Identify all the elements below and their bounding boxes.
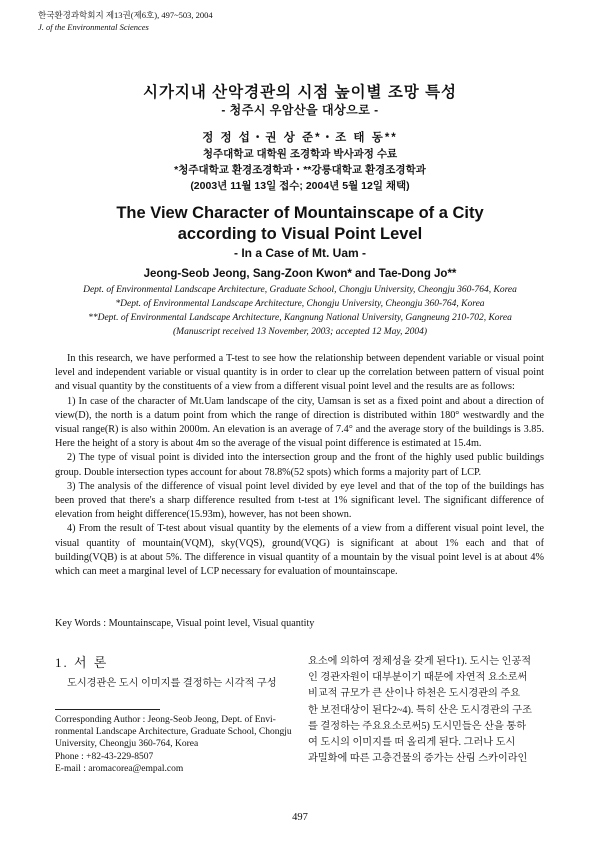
footnote-line: ronmental Landscape Architecture, Graduate School, Chongju: [55, 727, 292, 738]
journal-name-english: J. of the Environmental Sciences: [38, 22, 149, 32]
journal-name-korean: 한국환경과학회지 제13권(제6호), 497~503, 2004: [38, 10, 213, 20]
page-number: 497: [292, 812, 308, 823]
body-line: 한 보전대상이 된다2~4). 특히 산은 도시경관의 구조: [308, 704, 532, 716]
korean-received-date: (2003년 11월 13일 접수; 2004년 5월 12일 채택): [190, 180, 410, 192]
right-column: [308, 654, 546, 767]
korean-affiliation-2: *청주대학교 환경조경학과・**강릉대학교 환경조경학과: [174, 164, 426, 176]
body-line: 과밀화에 따른 고층건물의 증가는 산림 스카이라인: [308, 753, 528, 765]
body-line: 비교적 규모가 큰 산이나 하천은 도시경관의 주요: [308, 688, 521, 700]
abstract-point-2: 2) The type of visual point is divided into the intersection group and the front of the highly used public buildings group. Double intersection types account for about 78.8%(52 spots) which forms a majority part of LCP.: [55, 452, 544, 478]
abstract-intro: In this research, we have performed a T-test to see how the relationship between dependent variable or visual point level and independent variable or visual quantity is in order to clear up the correlation between pattern of visual point and visual quantity by the constituents of a view from a different visual point level and the results are as follows:: [55, 353, 544, 393]
korean-subtitle: - 청주시 우암산을 대상으로 -: [221, 103, 379, 117]
english-authors: Jeong-Seob Jeong, Sang-Zoon Kwon* and Tae-Dong Jo**: [143, 268, 457, 280]
body-line: 를 결정하는 주요요소로써5) 도시민들은 산을 통하: [308, 720, 527, 732]
english-title-line-2: according to Visual Point Level: [177, 225, 423, 243]
footnote-line: Corresponding Author : Jeong-Seob Jeong, Dept. of Envi-: [55, 715, 276, 725]
english-affiliation-1: Dept. of Environmental Landscape Architecture, Graduate School, Chongju University, Cheongju 360-764, Korea: [83, 285, 517, 295]
korean-title: 시가지내 산악경관의 시점 높이별 조망 특성: [142, 84, 458, 101]
footnote-email: E-mail : aromacorea@empal.com: [55, 763, 184, 774]
keywords: Key Words : Mountainscape, Visual point level, Visual quantity: [55, 618, 315, 629]
section-heading-introduction: 1. 서 론: [55, 655, 109, 670]
english-title-line-1: The View Character of Mountainscape of a City: [116, 204, 484, 222]
footnote-line: University, Cheongju 360-764, Korea: [55, 739, 199, 750]
english-affiliation-2: *Dept. of Environmental Landscape Architecture, Chongju University, Cheongju 360-764, Korea: [115, 299, 485, 309]
english-affiliation-3: **Dept. of Environmental Landscape Architecture, Kangnung National University, Gangneung 210-702, Korea: [88, 313, 512, 323]
english-subtitle: - In a Case of Mt. Uam -: [233, 246, 367, 260]
abstract-point-3: 3) The analysis of the difference of visual point level divided by eye level and that of the top of the buildings has been proved that there's a sharp difference resulted from t-test at 1% significant level. The significant difference of elevation from height difference(15.93m), however, has not been shown.: [55, 480, 544, 521]
abstract-point-1: 1) In case of the character of Mt.Uam landscape of the city, Uamsan is set as a fixed point and about a direction of view(D), the north is a datum point from which the range of direction is distributed within 180° westwardly and the visual range(R) is also within 2000m. An elevation is an average of 7.4° and the average story of the buildings is 3.85. Here the height of a story is about 4m so the average of the visual point difference is estimated at 15.4m.: [55, 395, 544, 450]
abstract-point-4: 4) From the result of T-test about visual quantity by the elements of a view from a different visual point level, the visual quantity of mountain(VQM), sky(VQS), ground(VQG) is significant at about 1% each and that of building(VQB) is at about 5%. The difference in visual quantity of a mountain by the visual point level is at about 4% which can meet a marginal level of LCP necessary for evaluation of mountainscape.: [55, 523, 544, 578]
journal-header: [38, 9, 213, 33]
korean-affiliation-1: 청주대학교 대학원 조경학과 박사과정 수료: [202, 148, 398, 160]
introduction-first-line: 도시경관은 도시 이미지를 결정하는 시각적 구성: [67, 678, 277, 689]
body-line: 인 경관자원이 대부분이기 때문에 자연적 요소로써: [308, 672, 528, 684]
corresponding-author-footnote: [55, 714, 295, 775]
footnote-divider: [55, 709, 160, 710]
footnote-phone: Phone : +82-43-229-8507: [55, 751, 154, 762]
korean-authors: 정 정 섭・권 상 준*・조 태 동**: [202, 132, 398, 144]
left-column: [55, 652, 295, 775]
abstract: [55, 352, 544, 579]
body-line: 요소에 의하여 정체성을 갖게 된다1). 도시는 인공적: [308, 656, 532, 667]
english-received-date: (Manuscript received 13 November, 2003; accepted 12 May, 2004): [173, 327, 427, 337]
body-line: 여 도시의 이미지를 떠 올리게 된다. 그러나 도시: [308, 737, 516, 749]
